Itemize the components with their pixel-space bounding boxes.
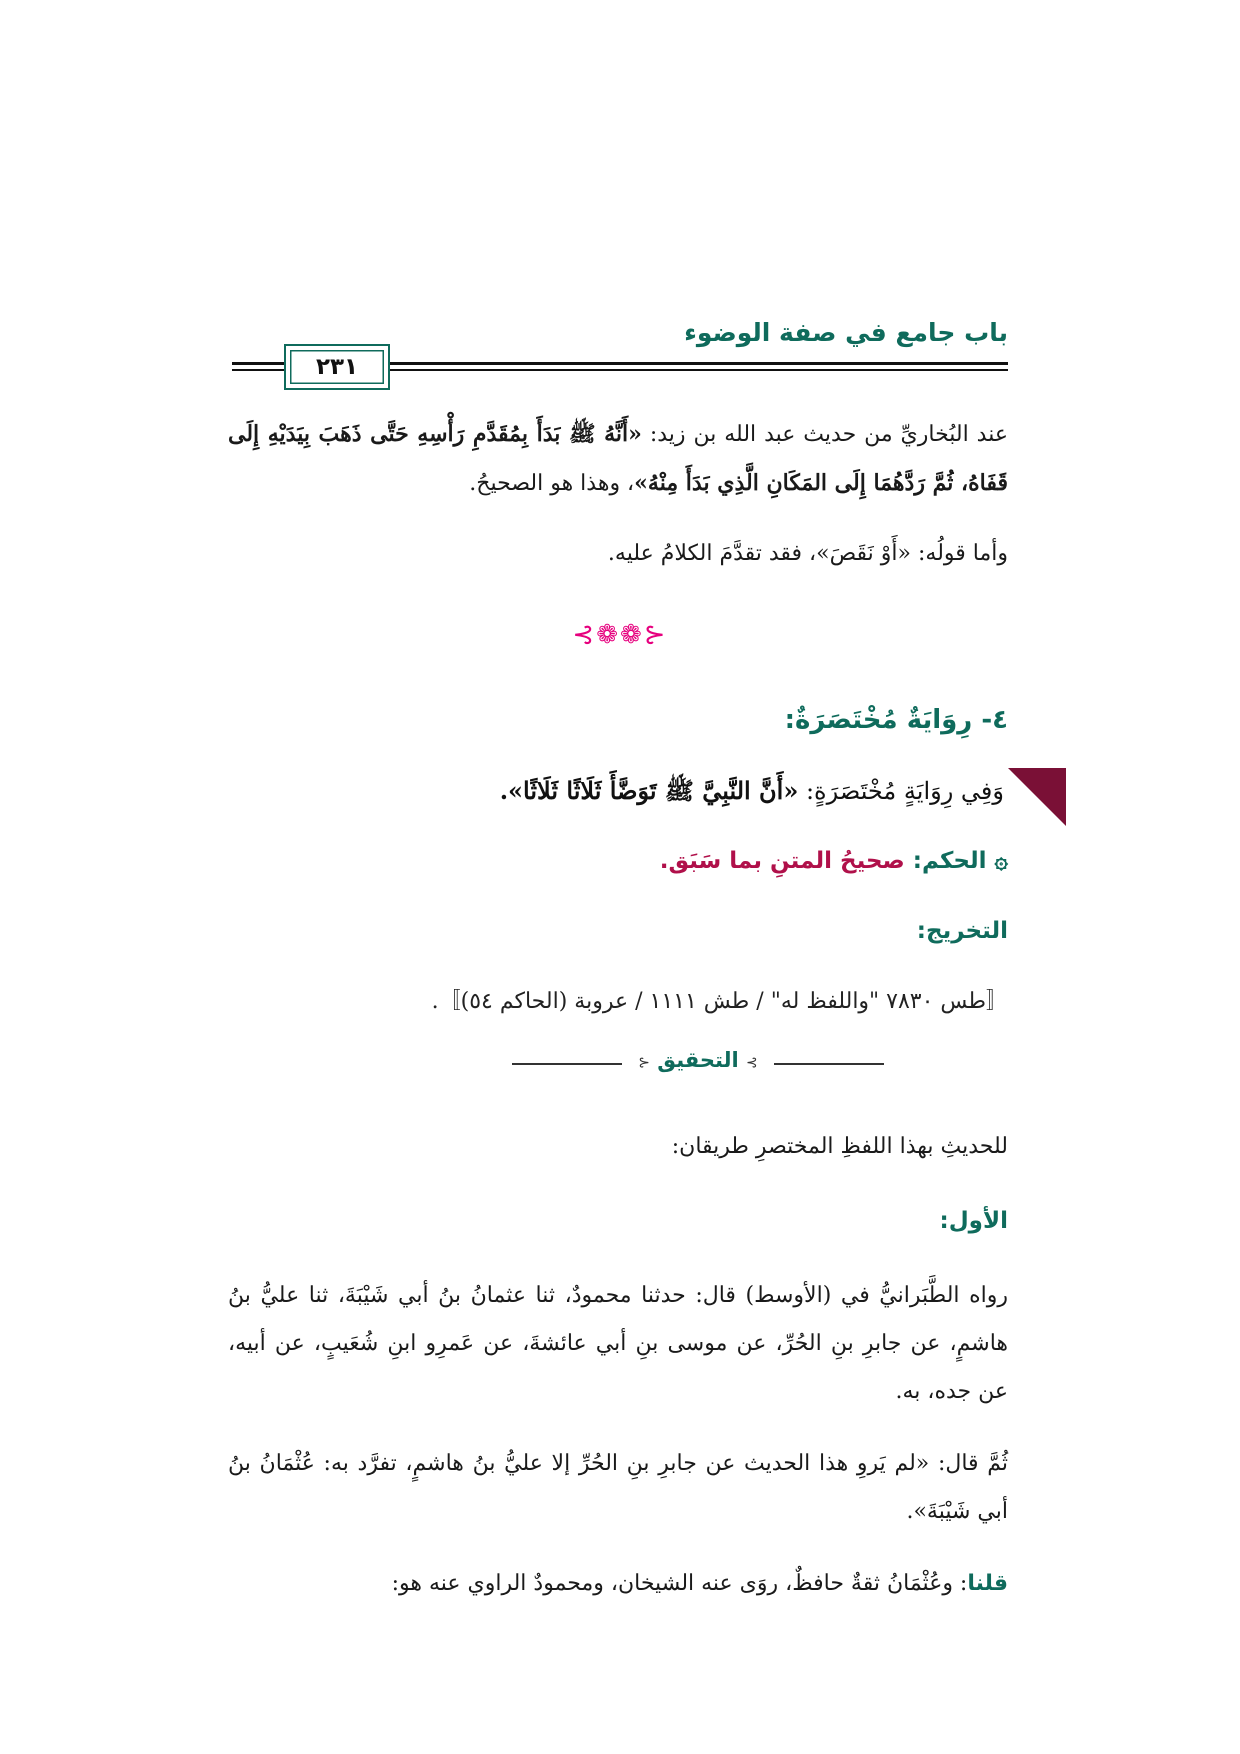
qulna-text: : وعُثْمَانُ ثقةٌ حافظٌ، روَى عنه الشيخان، ومحمودٌ الراوي عنه هو: [391, 1571, 968, 1596]
running-title: باب جامع في صفة الوضوء [684, 318, 1008, 347]
hadith-quote: «أَنَّهُ ﷺ بَدَأَ بِمُقَدَّمِ رَأْسِهِ حَتَّى ذَهَبَ بِيَدَيْهِ إِلَى قَفَاهُ، ثُمَّ رَدَّهُمَا إِلَى المَكَانِ الَّذِي بَدَأَ مِنْهُ» [228, 421, 1008, 496]
tahqiq-label: التحقيق [657, 1048, 739, 1072]
ruling-line [660, 848, 1008, 874]
tahqiq-divider [512, 1048, 884, 1078]
page-header [232, 318, 1008, 388]
first-path-label: الأول: [939, 1208, 1008, 1234]
hadith-intro: وَفِي رِوَايَةٍ مُخْتَصَرَةٍ: [798, 777, 1004, 805]
paragraph-rawah: رواه الطَّبَرانيُّ في (الأوسط) قال: حدثنا محمودٌ، ثنا عثمانُ بنُ أبي شَيْبَةَ، ثنا عليُّ بنُ هاشمٍ، عن جابرِ بنِ الحُرِّ، عن موسى بنِ أبي عائشةَ، عن عَمرِو ابنِ شُعَيبٍ، عن أبيه، عن جده، به. [228, 1283, 1008, 1404]
paragraph-tail: ، وهذا هو الصحيحُ. [469, 471, 635, 496]
paragraph-bukhari [228, 410, 1008, 508]
section-ornament: ⊰❁❁⊱ [572, 620, 668, 650]
paragraph-intro: عند البُخاريِّ من حديث عبد الله بن زيد: [641, 422, 1008, 447]
section-heading: ٤- رِوَايَةٌ مُخْتَصَرَةٌ: [784, 705, 1008, 735]
ruling-emblem-icon: ۞ [994, 848, 1008, 874]
hadith-line [500, 776, 1004, 811]
paragraph-qulna [228, 1560, 1008, 1608]
turuq-line: للحديثِ بهذا اللفظِ المختصرِ طريقان: [671, 1134, 1008, 1159]
corner-ornament [1008, 768, 1066, 826]
takhrij-reference: 〚طس ٧٨٣٠ "واللفظ له" / طش ١١١١ / عروبة (الحاكم ٥٤)〛. [431, 989, 1008, 1014]
ruling-label: الحكم: [912, 848, 987, 874]
swirl-icon: ⊱ [746, 1055, 758, 1071]
ruling-value: صحيحُ المتنِ بما سَبَق. [659, 848, 905, 874]
swirl-icon: ⊰ [638, 1055, 650, 1071]
tahqiq-label-wrap [512, 1048, 884, 1072]
qulna-label: قلنا [967, 1571, 1008, 1596]
paragraph-thumma: ثُمَّ قال: «لم يَروِ هذا الحديث عن جابرِ بنِ الحُرِّ إلا عليُّ بنُ هاشمٍ، تفرَّد به: عُثْمَانُ بنُ أبي شَيْبَةَ». [228, 1451, 1008, 1524]
hadith-text: «أَنَّ النَّبِيَّ ﷺ تَوَضَّأَ ثَلَاثًا ثَلَاثًا». [499, 776, 799, 805]
takhrij-label: التخريج: [916, 918, 1008, 944]
page-number-badge: ٢٣١ [284, 344, 390, 390]
paragraph-naqas: وأما قولُه: «أَوْ نَقَصَ»، فقد تقدَّمَ الكلامُ عليه. [607, 541, 1008, 566]
